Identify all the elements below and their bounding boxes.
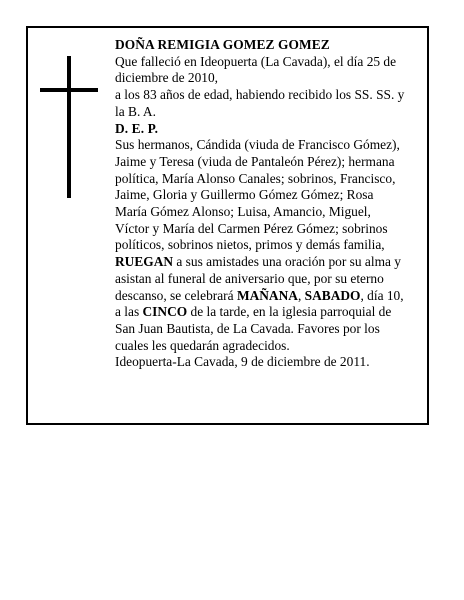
request-paragraph bbox=[115, 254, 407, 354]
notice-text bbox=[115, 37, 407, 371]
ruegan-word: RUEGAN bbox=[115, 254, 174, 270]
request-comma: , bbox=[297, 287, 305, 303]
sabado-word: SABADO bbox=[304, 287, 361, 303]
cross-horizontal-bar bbox=[40, 88, 98, 92]
place-date-line: Ideopuerta-La Cavada, 9 de diciembre de 2011. bbox=[115, 354, 370, 370]
manana-word: MAÑANA bbox=[236, 287, 298, 303]
age-line: a los 83 años de edad, habiendo recibido los SS. SS. y la B. A. bbox=[115, 87, 405, 119]
family-paragraph: Sus hermanos, Cándida (viuda de Francisco Gómez), Jaime y Teresa (viuda de Pantaleón Pérez); hermana política, María Alonso Canales; sobrinos, Francisco, Jaime, Gloria y Guillermo Gómez Gómez; Rosa María Gómez Alonso; Luisa, Amancio, Miguel, Víctor y María del Carmen Pérez Gómez; sobrinos políticos, sobrinos nietos, primos y demás familia, bbox=[115, 137, 400, 253]
death-line: Que falleció en Ideopuerta (La Cavada), el día 25 de diciembre de 2010, bbox=[115, 53, 397, 86]
dep-line: D. E. P. bbox=[115, 120, 159, 136]
cinco-word: CINCO bbox=[142, 304, 188, 320]
deceased-name: DOÑA REMIGIA GOMEZ GOMEZ bbox=[115, 37, 330, 52]
cross-vertical-bar bbox=[67, 56, 71, 198]
request-text-2: , día 10, a las bbox=[115, 287, 404, 320]
request-text-3: de la tarde, en la iglesia parroquial de San Juan Bautista, de La Cavada. Favores por los cuales les quedarán agradecidos. bbox=[115, 304, 392, 353]
obituary-notice bbox=[26, 26, 429, 425]
request-text-1: a sus amistades una oración por su alma y asistan al funeral de aniversario que, por su eterno descanso, se celebrará bbox=[115, 254, 401, 303]
cross-icon bbox=[40, 56, 98, 198]
